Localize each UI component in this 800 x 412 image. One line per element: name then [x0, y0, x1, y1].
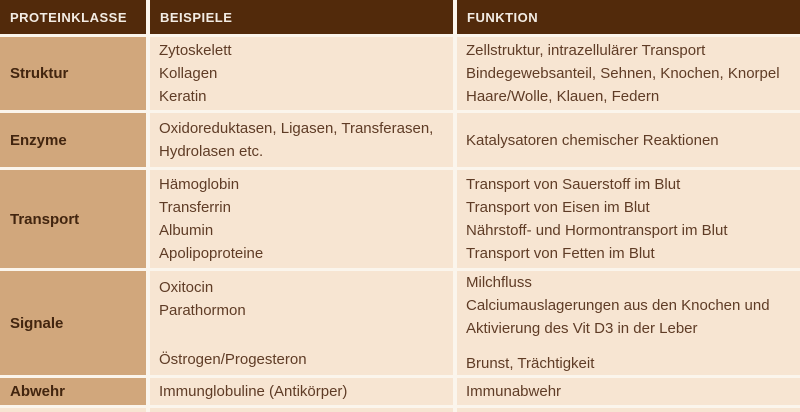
- examples-cell-signale: [150, 271, 453, 375]
- text-line: Aktivierung des Vit D3 in der Leber: [466, 320, 698, 337]
- column-header-proteinklasse: PROTEINKLASSE: [0, 0, 146, 34]
- function-cell-signale: [457, 271, 800, 375]
- text-line: Haare/Wolle, Klauen, Federn: [466, 88, 660, 105]
- text-line: Immunglobuline (Antikörper): [159, 383, 348, 400]
- text-line: Nährstoff- und Hormontransport im Blut: [466, 222, 728, 239]
- text-line: Bindegewebsanteil, Sehnen, Knochen, Knorpel: [466, 65, 780, 82]
- column-header-beispiele: BEISPIELE: [150, 0, 453, 34]
- row-label-abwehr: Abwehr: [0, 378, 146, 405]
- text-line: Immunabwehr: [466, 383, 562, 400]
- examples-cell-transport: [150, 170, 453, 268]
- cutoff-row-fragment: [0, 408, 146, 412]
- column-header-funktion: FUNKTION: [457, 0, 800, 34]
- text-line: Hämoglobin: [159, 176, 240, 193]
- row-label-transport: Transport: [0, 170, 146, 268]
- row-label-signale: Signale: [0, 271, 146, 375]
- text-line: Keratin: [159, 88, 207, 105]
- text-line: Katalysatoren chemischer Reaktionen: [466, 131, 719, 149]
- examples-cell-enzyme: [150, 113, 453, 167]
- text-line: Zellstruktur, intrazellulärer Transport: [466, 42, 706, 59]
- examples-cell-struktur: [150, 37, 453, 110]
- text-line: Albumin: [159, 222, 214, 239]
- text-line: [159, 335, 449, 348]
- text-line: Transport von Fetten im Blut: [466, 245, 655, 262]
- text-line: Transport von Eisen im Blut: [466, 199, 650, 216]
- text-line: Calciumauslagerungen aus den Knochen und: [466, 297, 770, 314]
- row-label-struktur: Struktur: [0, 37, 146, 110]
- text-line: [466, 340, 796, 352]
- function-cell-enzyme: [457, 113, 800, 167]
- text-line: Oxitocin: [159, 278, 214, 296]
- text-line: Hydrolasen etc.: [159, 143, 264, 160]
- text-line: Parathormon: [159, 301, 246, 319]
- text-line: Transport von Sauerstoff im Blut: [466, 176, 681, 193]
- cutoff-row-fragment: [457, 408, 800, 412]
- text-line: Östrogen/Progesteron: [159, 350, 307, 368]
- text-line: Oxidoreduktasen, Ligasen, Transferasen,: [159, 120, 434, 137]
- text-line: Zytoskelett: [159, 42, 232, 59]
- text-line: Brunst, Trächtigkeit: [466, 355, 595, 372]
- function-cell-abwehr: [457, 378, 800, 405]
- function-cell-struktur: [457, 37, 800, 110]
- text-line: Transferrin: [159, 199, 231, 216]
- row-label-enzyme: Enzyme: [0, 113, 146, 167]
- text-line: Milchfluss: [466, 274, 532, 291]
- text-line: [159, 322, 449, 335]
- text-line: Apolipoproteine: [159, 245, 264, 262]
- text-line: Kollagen: [159, 65, 218, 82]
- examples-cell-abwehr: [150, 378, 453, 405]
- cutoff-row-fragment: [150, 408, 453, 412]
- function-cell-transport: [457, 170, 800, 268]
